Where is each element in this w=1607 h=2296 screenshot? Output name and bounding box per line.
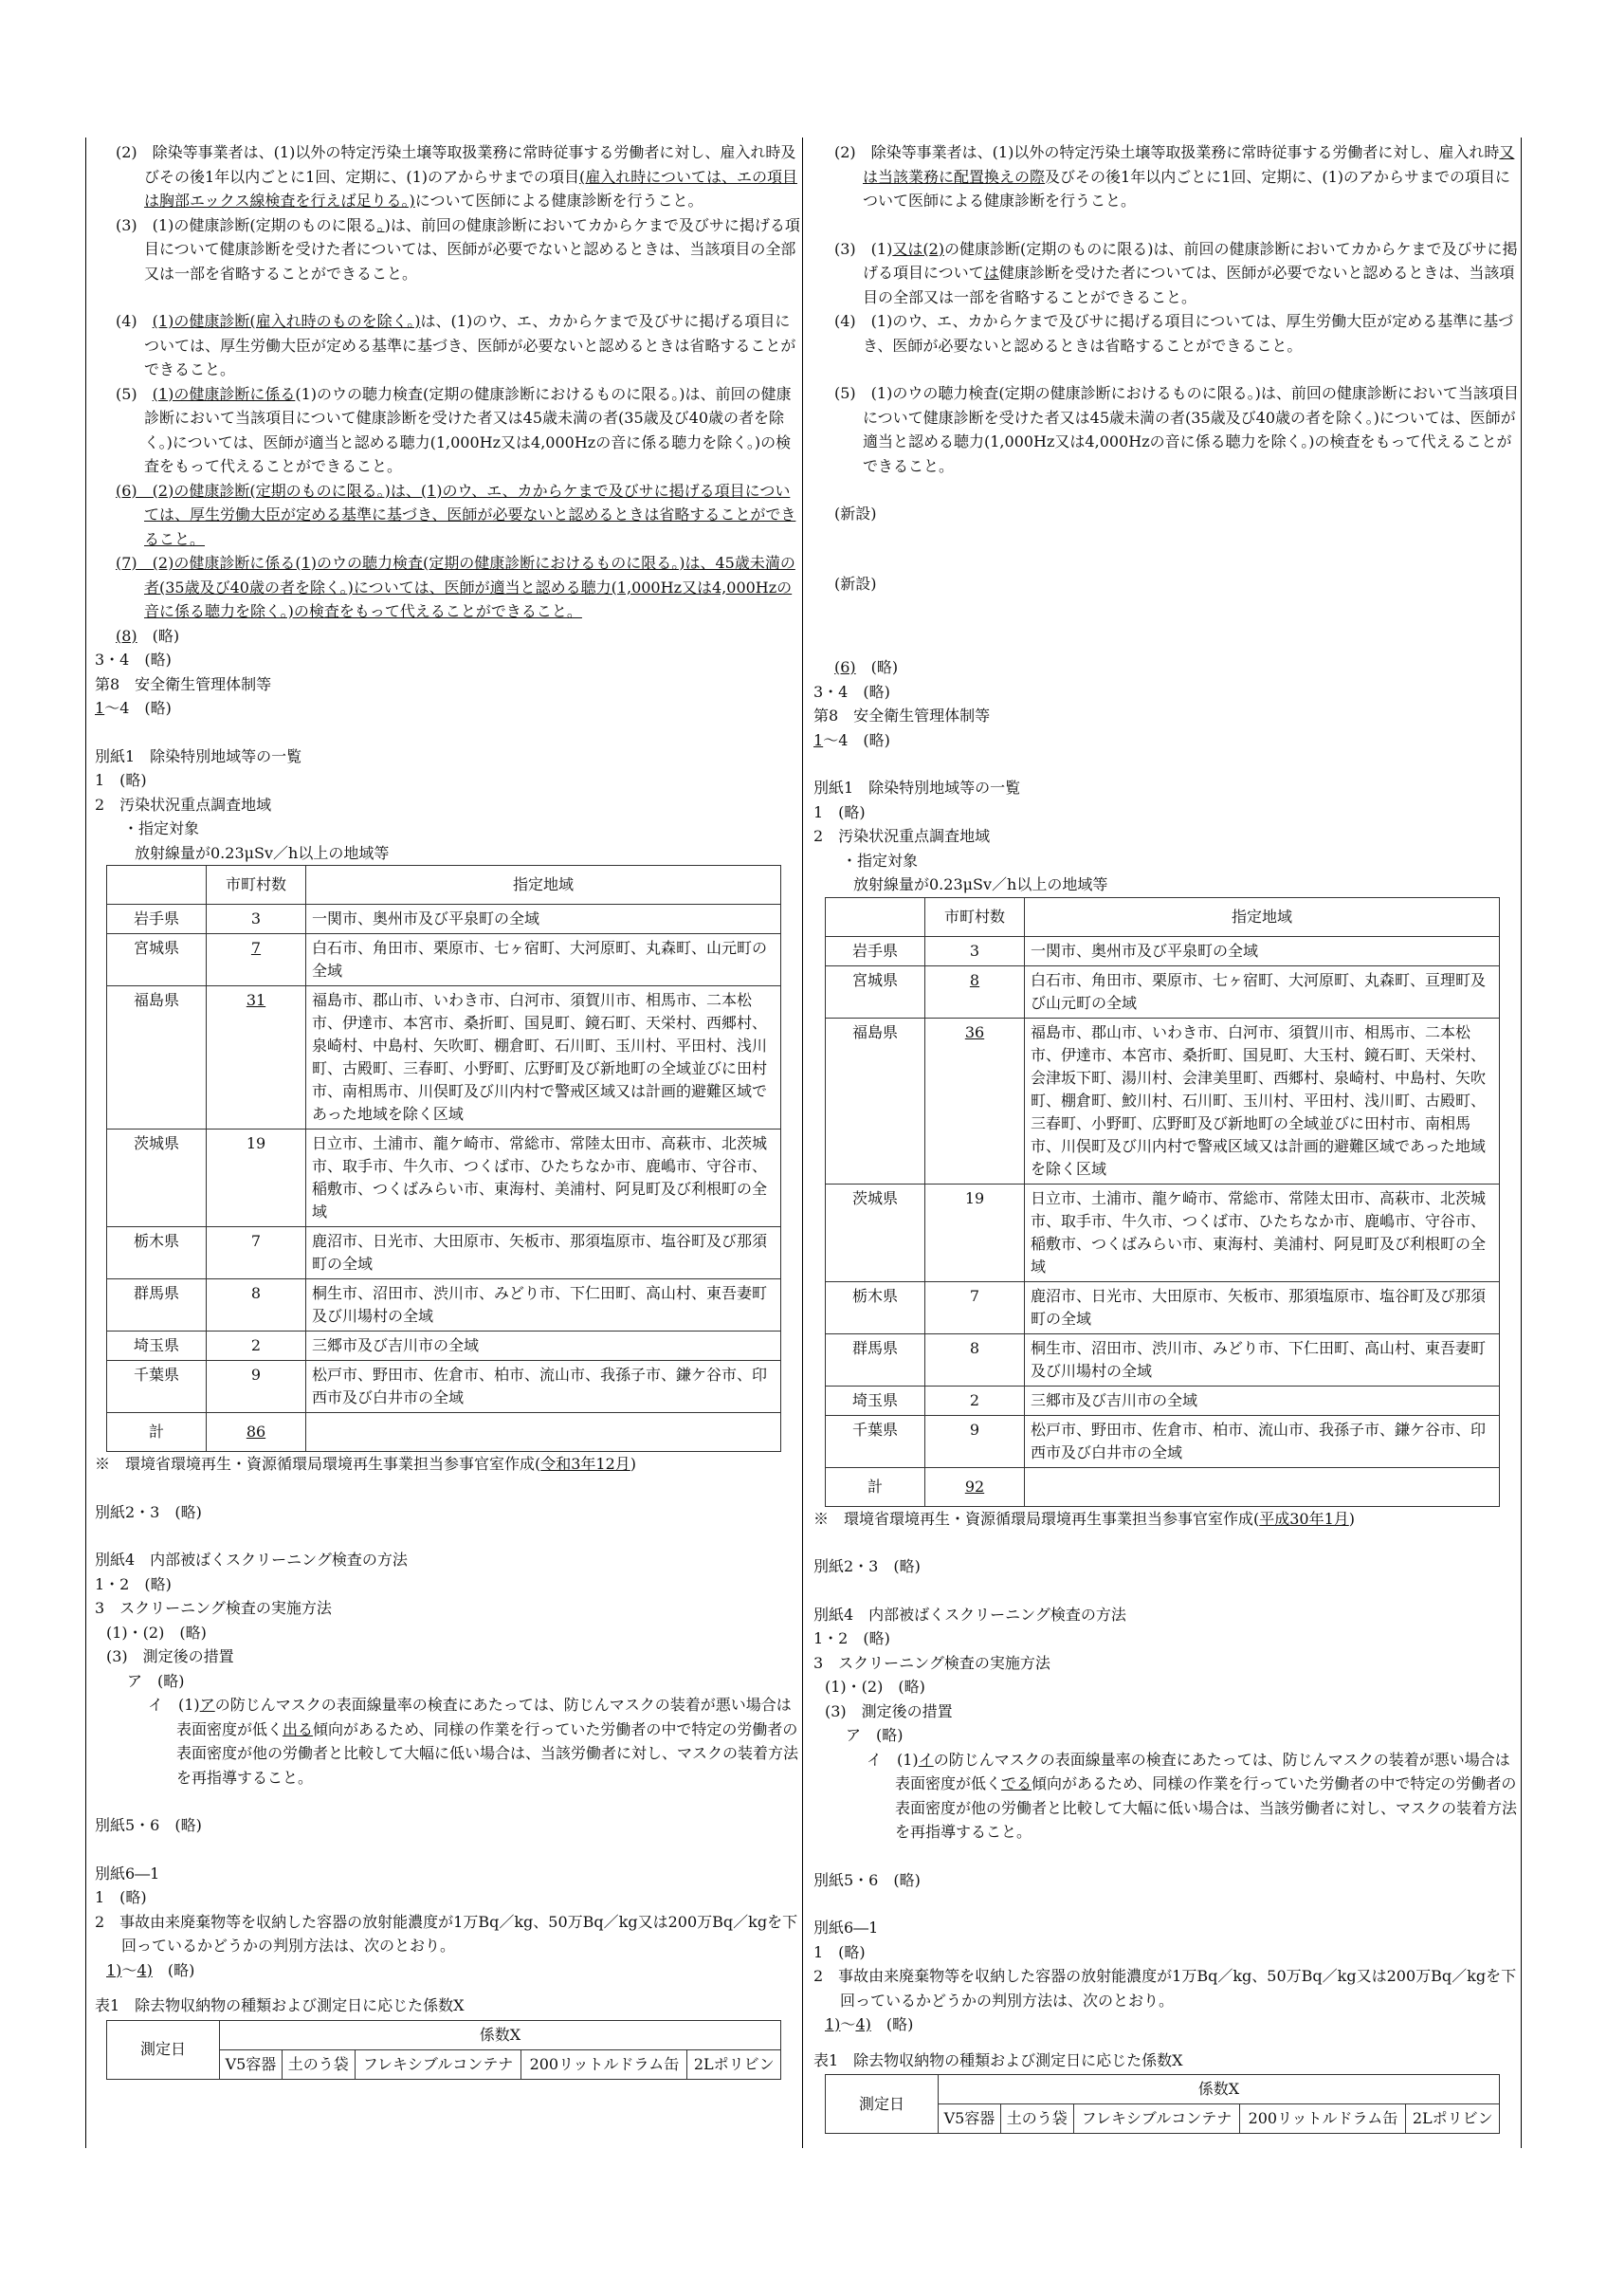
- annex6-1-sub: 1)～4) (略): [825, 2015, 914, 2033]
- item-5: (5) (1)のウの聴力検査(定期の健康診断におけるものに限る。)は、前回の健康診断において当該項目について健康診断を受けた者又は45歳未満の者(35歳及び40歳の者を除く。)については、医師が適当と認める聴力(1,000Hz又は4,000Hzの音に係る聴力を除く。)の検査をもって代えることができること。: [834, 384, 1519, 475]
- th-designated-area: 指定地域: [1025, 897, 1500, 936]
- th-drum: 200リットルドラム缶: [521, 2049, 687, 2079]
- coefficient-table: [106, 2020, 781, 2080]
- th-v5-container: V5容器: [220, 2049, 283, 2079]
- table-row: 宮城県 7 白石市、角田市、栗原市、七ヶ宿町、大河原町、丸森町、山元町の全域: [107, 934, 781, 986]
- th-blank: [826, 897, 925, 936]
- th-designated-area: 指定地域: [306, 866, 781, 905]
- annex6-1-item1: 1 (略): [813, 1942, 866, 1961]
- center-divider: [802, 138, 803, 2148]
- table-row: 埼玉県 2 三郷市及び吉川市の全域: [107, 1332, 781, 1361]
- annex6-1-title: 別紙6―1: [813, 1919, 879, 1937]
- th-v5-container: V5容器: [939, 2104, 1001, 2134]
- current-column: [813, 140, 1520, 2134]
- th-drum: 200リットルドラム缶: [1240, 2104, 1406, 2134]
- table-row: 福島県 31 福島市、郡山市、いわき市、白河市、須賀川市、相馬市、二本松市、伊達市、本宮市、桑折町、国見町、鏡石町、天栄村、西郷村、泉崎村、中島村、矢吹町、棚倉町、石川町、玉川村、平田村、浅川町、古殿町、三春町、小野町、広野町及び新地町の全域並びに田村市、南相馬市、川俣町及び川内村で警戒区域又は計画的避難区域であった地域を除く区域: [107, 986, 781, 1130]
- table-row: 岩手県 3 一関市、奥州市及び平泉町の全域: [107, 905, 781, 934]
- table1-title: 表1 除去物収納物の種類および測定日に応じた係数X: [95, 1996, 465, 2014]
- item-2: (2) 除染等事業者は、(1)以外の特定汚染土壌等取扱業務に常時従事する労働者に対し、雇入れ時及びその後1年以内ごとに1回、定期に、(1)のアからサまでの項目(雇入れ時については、エの項目は胸部エックス線検査を行えば足りる。)について医師による健康診断を行うこと。: [116, 143, 797, 210]
- th-sandbag: 土のう袋: [1000, 2104, 1073, 2134]
- table-row: 岩手県 3 一関市、奥州市及び平泉町の全域: [826, 936, 1500, 965]
- table-row: 福島県 36 福島市、郡山市、いわき市、白河市、須賀川市、相馬市、二本松市、伊達市、本宮市、桑折町、国見町、大玉村、鏡石町、天栄村、会津坂下町、湯川村、会津美里町、西郷村、泉崎村、中島村、矢吹町、棚倉町、鮫川村、石川町、玉川村、平田村、浅川町、古殿町、三春町、小野町、広野町及び新地町の全域並びに田村市、南相馬市、川俣町及び川内村で警戒区域又は計画的避難区域であった地域を除く区域: [826, 1018, 1500, 1184]
- th-measurement-date: 測定日: [826, 2075, 939, 2134]
- annex4-title: 別紙4 内部被ばくスクリーニング検査の方法: [813, 1605, 1126, 1624]
- th-measurement-date: 測定日: [107, 2020, 220, 2079]
- th-sandbag: 土のう袋: [282, 2049, 355, 2079]
- table-row: 群馬県 8 桐生市、沼田市、渋川市、みどり市、下仁田町、高山村、東吾妻町及び川場村の全域: [826, 1333, 1500, 1386]
- annex2-3: 別紙2・3 (略): [95, 1502, 202, 1521]
- new-item-1: (新設): [834, 505, 877, 523]
- annex1-target: ・指定対象: [123, 819, 200, 837]
- th-poly-bottle: 2Lポリビン: [687, 2049, 781, 2079]
- item-4: (4) (1)の健康診断(雇入れ時のものを除く。)は、(1)のウ、エ、カからケまで及びサに掲げる項目については、厚生労働大臣が定める基準に基づき、医師が必要ないと認めるときは省略することができること。: [116, 312, 796, 378]
- annex4-item12: 1・2 (略): [813, 1629, 890, 1647]
- table1-title: 表1 除去物収納物の種類および測定日に応じた係数X: [813, 2050, 1183, 2069]
- annex5-6: 別紙5・6 (略): [95, 1816, 202, 1834]
- item-4: (4) (1)のウ、エ、カからケまで及びサに掲げる項目については、厚生労働大臣が定める基準に基づき、医師が必要ないと認めるときは省略することができること。: [834, 312, 1514, 355]
- new-item-2: (新設): [834, 574, 877, 593]
- item-7: (7) (2)の健康診断に係る(1)のウの聴力検査(定期の健康診断におけるものに限る。)は、45歳未満の者(35歳及び40歳の者を除く。)については、医師が適当と認める聴力(1,000Hz又は4,000Hzの音に係る聴力を除く。)の検査をもって代えることができること。: [116, 554, 795, 620]
- annex1-item2: 2 汚染状況重点調査地域: [95, 795, 272, 814]
- th-flexible-container: フレキシブルコンテナ: [1073, 2104, 1240, 2134]
- th-municipality-count: 市町村数: [207, 866, 306, 905]
- annex1-dose: 放射線量が0.23μSv／h以上の地域等: [135, 843, 390, 862]
- table-row: 千葉県 9 松戸市、野田市、佐倉市、柏市、流山市、我孫子市、鎌ケ谷市、印西市及び白井市の全域: [107, 1361, 781, 1413]
- annex6-1-title: 別紙6―1: [95, 1864, 160, 1883]
- designated-area-table: [825, 897, 1500, 1507]
- annex4-i: イ (1)イの防じんマスクの表面線量率の検査にあたっては、防じんマスクの装着が悪い場合は表面密度が低くでる傾向があるため、同様の作業を行っていた労働者の中で特定の労働者の表面密度が他の労働者と比較して大幅に低い場合は、当該労働者に対し、マスクの装着方法を再指導すること。: [867, 1750, 1518, 1841]
- table-note: ※ 環境省環境再生・資源循環局環境再生事業担当参事官室作成(平成30年1月): [813, 1509, 1356, 1528]
- coefficient-table: [825, 2074, 1500, 2134]
- section-3-4: 3・4 (略): [95, 651, 172, 669]
- annex4-item3-3: (3) 測定後の措置: [825, 1701, 953, 1720]
- section-8-items: 1～4 (略): [813, 730, 890, 749]
- annex6-1-item2: 2 事故由来廃棄物等を収納した容器の放射能濃度が1万Bq／kg、50万Bq／kg又は200万Bq／kgを下回っているかどうかの判別方法は、次のとおり。: [813, 1967, 1517, 2010]
- annex4-a: ア (略): [846, 1726, 904, 1744]
- th-municipality-count: 市町村数: [925, 897, 1025, 936]
- table-row: 宮城県 8 白石市、角田市、栗原市、七ヶ宿町、大河原町、丸森町、亘理町及び山元町の全域: [826, 965, 1500, 1018]
- section-8-heading: 第8 安全衛生管理体制等: [813, 707, 991, 725]
- annex6-1-item1: 1 (略): [95, 1888, 147, 1906]
- th-blank: [107, 866, 207, 905]
- item-6: (6) (略): [834, 658, 899, 676]
- annex4-a: ア (略): [127, 1671, 185, 1690]
- th-coefficient-x: 係数X: [939, 2075, 1500, 2104]
- left-border: [85, 138, 86, 2148]
- annex6-1-item2: 2 事故由来廃棄物等を収納した容器の放射能濃度が1万Bq／kg、50万Bq／kg又は200万Bq／kgを下回っているかどうかの判別方法は、次のとおり。: [95, 1912, 798, 1955]
- annex6-1-sub: 1)～4) (略): [106, 1960, 195, 1979]
- item-5: (5) (1)の健康診断に係る(1)のウの聴力検査(定期の健康診断におけるものに限る。)は、前回の健康診断において当該項目について健康診断を受けた者又は45歳未満の者(35歳及び40歳の者を除く。)については、医師が適当と認める聴力(1,000Hz又は4,000Hzの音に係る聴力を除く。)の検査をもって代えることができること。: [116, 384, 792, 475]
- table-total-row: 計 92: [826, 1467, 1500, 1506]
- table-row: 茨城県 19 日立市、土浦市、龍ケ崎市、常総市、常陸太田市、高萩市、北茨城市、取手市、牛久市、つくば市、ひたちなか市、鹿嶋市、守谷市、稲敷市、つくばみらい市、東海村、美浦村、阿見町及び利根町の全域: [826, 1184, 1500, 1281]
- annex1-item1: 1 (略): [95, 771, 147, 789]
- item-6: (6) (2)の健康診断(定期のものに限る。)は、(1)のウ、エ、カからケまで及びサに掲げる項目については、厚生労働大臣が定める基準に基づき、医師が必要ないと認めるときは省略することができること。: [116, 481, 796, 548]
- table-note: ※ 環境省環境再生・資源循環局環境再生事業担当参事官室作成(令和3年12月): [95, 1455, 637, 1473]
- annex4-item3: 3 スクリーニング検査の実施方法: [95, 1599, 332, 1617]
- annex2-3: 別紙2・3 (略): [813, 1557, 921, 1575]
- annex4-title: 別紙4 内部被ばくスクリーニング検査の方法: [95, 1551, 408, 1569]
- annex5-6: 別紙5・6 (略): [813, 1870, 921, 1889]
- th-coefficient-x: 係数X: [220, 2020, 781, 2049]
- section-8-items: 1～4 (略): [95, 699, 172, 717]
- section-3-4: 3・4 (略): [813, 682, 890, 701]
- th-poly-bottle: 2Lポリビン: [1406, 2104, 1500, 2134]
- annex1-dose: 放射線量が0.23μSv／h以上の地域等: [853, 875, 1108, 893]
- annex4-item3-12: (1)・(2) (略): [825, 1678, 925, 1696]
- item-8: (8) (略): [116, 626, 180, 645]
- annex4-i: イ (1)アの防じんマスクの表面線量率の検査にあたっては、防じんマスクの装着が悪い場合は表面密度が低く出る傾向があるため、同様の作業を行っていた労働者の中で特定の労働者の表面密度が他の労働者と比較して大幅に低い場合は、当該労働者に対し、マスクの装着方法を再指導すること。: [148, 1696, 799, 1787]
- annex4-item12: 1・2 (略): [95, 1574, 172, 1593]
- right-border: [1521, 138, 1522, 2148]
- designated-area-table: [106, 865, 781, 1452]
- item-2: (2) 除染等事業者は、(1)以外の特定汚染土壌等取扱業務に常時従事する労働者に対し、雇入れ時又は当該業務に配置換えの際及びその後1年以内ごとに1回、定期に、(1)のアからサまでの項目について医師による健康診断を行うこと。: [834, 143, 1515, 210]
- table-row: 栃木県 7 鹿沼市、日光市、大田原市、矢板市、那須塩原市、塩谷町及び那須町の全域: [826, 1281, 1500, 1333]
- annex1-target: ・指定対象: [842, 851, 919, 870]
- th-flexible-container: フレキシブルコンテナ: [355, 2049, 521, 2079]
- table-row: 栃木県 7 鹿沼市、日光市、大田原市、矢板市、那須塩原市、塩谷町及び那須町の全域: [107, 1227, 781, 1279]
- table-row: 埼玉県 2 三郷市及び吉川市の全域: [826, 1386, 1500, 1415]
- annex4-item3-12: (1)・(2) (略): [106, 1623, 207, 1642]
- annex1-item2: 2 汚染状況重点調査地域: [813, 827, 991, 845]
- annex1-title: 別紙1 除染特別地域等の一覧: [813, 779, 1021, 797]
- annex4-item3-3: (3) 測定後の措置: [106, 1647, 234, 1665]
- table-row: 茨城県 19 日立市、土浦市、龍ケ崎市、常総市、常陸太田市、高萩市、北茨城市、取手市、牛久市、つくば市、ひたちなか市、鹿嶋市、守谷市、稲敷市、つくばみらい市、東海村、美浦村、阿見町及び利根町の全域: [107, 1130, 781, 1227]
- table-total-row: 計 86: [107, 1413, 781, 1452]
- annex1-item1: 1 (略): [813, 802, 866, 821]
- annex1-title: 別紙1 除染特別地域等の一覧: [95, 746, 302, 765]
- section-8-heading: 第8 安全衛生管理体制等: [95, 674, 272, 693]
- annex4-item3: 3 スクリーニング検査の実施方法: [813, 1653, 1050, 1672]
- table-row: 群馬県 8 桐生市、沼田市、渋川市、みどり市、下仁田町、高山村、東吾妻町及び川場村の全域: [107, 1279, 781, 1332]
- revised-column: [95, 140, 801, 2080]
- table-row: 千葉県 9 松戸市、野田市、佐倉市、柏市、流山市、我孫子市、鎌ケ谷市、印西市及び白井市の全域: [826, 1415, 1500, 1467]
- item-3: (3) (1)の健康診断(定期のものに限る。)は、前回の健康診断においてカからケまで及びサに掲げる項目について健康診断を受けた者については、医師が必要でないと認めるときは、当該項目の全部又は一部を省略することができること。: [116, 215, 800, 283]
- item-3: (3) (1)又は(2)の健康診断(定期のものに限る)は、前回の健康診断においてカからケまで及びサに掲げる項目については健康診断を受けた者については、医師が必要でないと認めるときは、当該項目の全部又は一部を省略することができること。: [834, 239, 1518, 306]
